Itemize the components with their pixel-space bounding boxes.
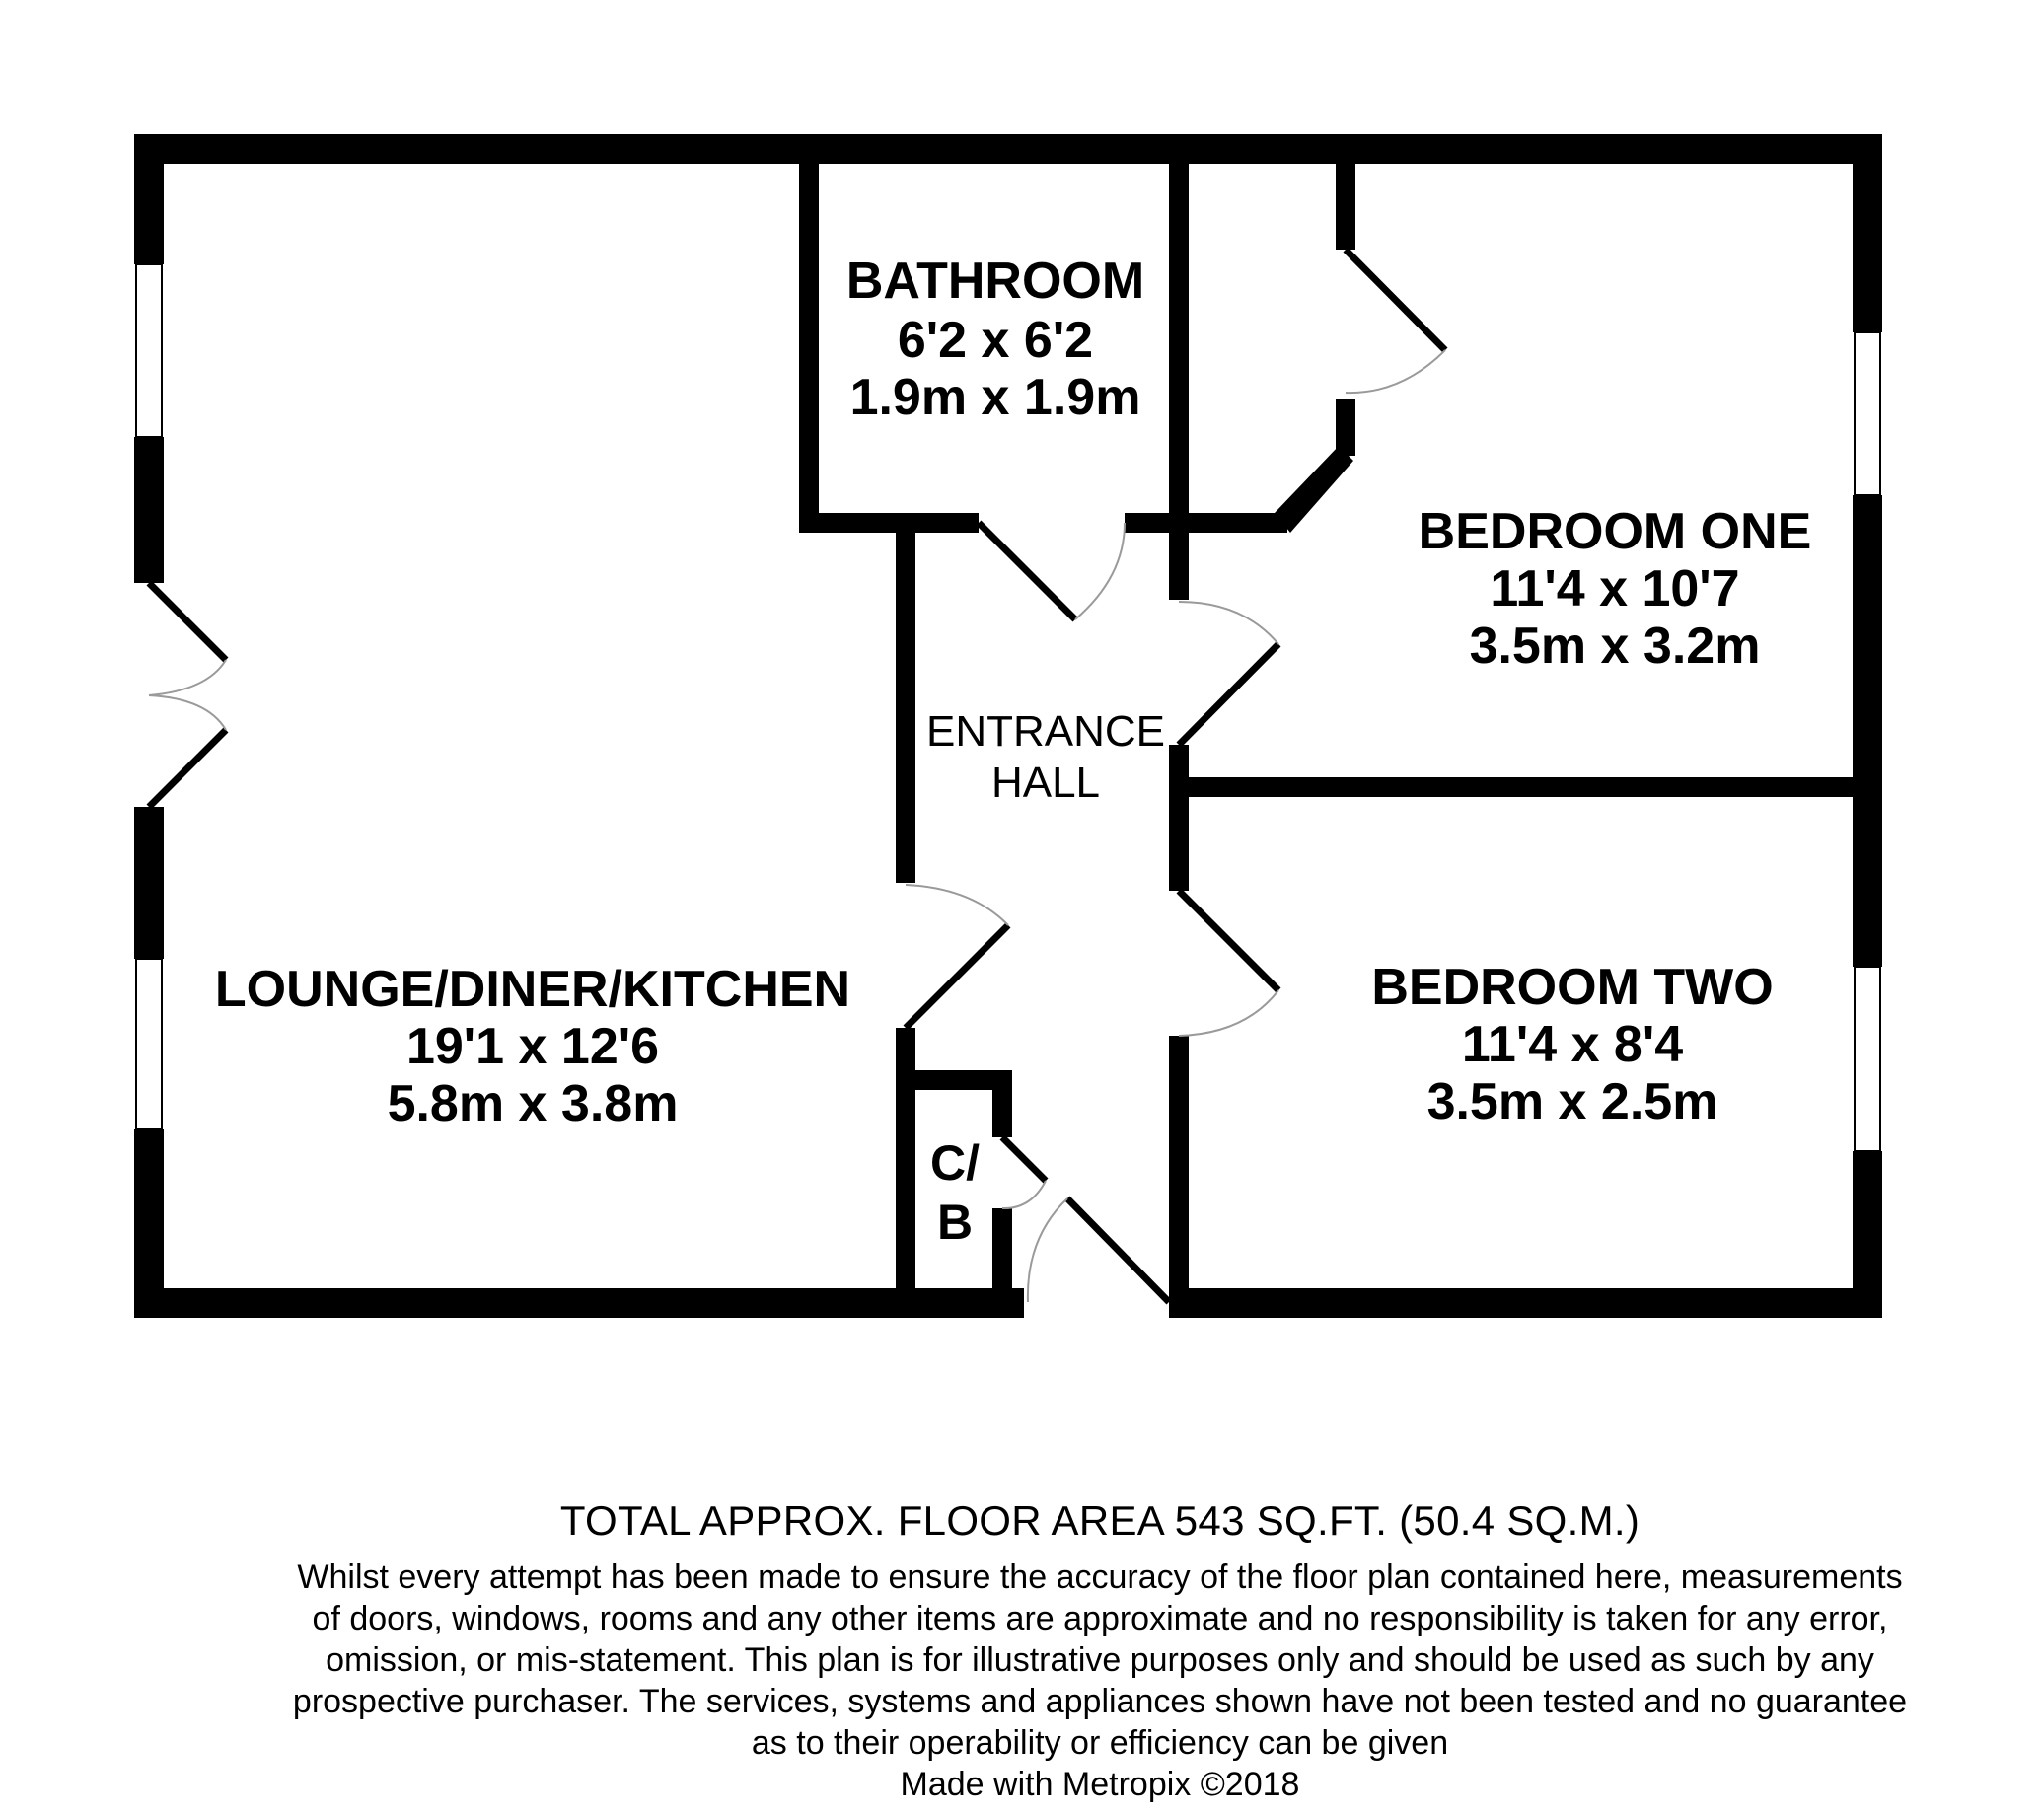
door-swing-bedroom-two: [1179, 990, 1278, 1036]
room-size-metric-bedroom-one: 3.5m x 3.2m: [1469, 617, 1761, 675]
window-bedroom-one: [1855, 332, 1880, 495]
hall-label-line1: ENTRANCE: [925, 707, 1166, 756]
bedroom-one-wall-bottom-left: [1169, 513, 1287, 533]
outer-wall-right-1: [1853, 134, 1882, 332]
room-size-metric-bedroom-two: 3.5m x 2.5m: [1426, 1073, 1718, 1130]
footer: [118, 1495, 2044, 1805]
room-size-imperial-bedroom-two: 11'4 x 8'4: [1461, 1016, 1684, 1073]
room-size-metric-lounge: 5.8m x 3.8m: [387, 1075, 679, 1132]
disclaimer-line: of doors, windows, rooms and any other items are approximate and no responsibility is taken for any error,: [312, 1600, 1888, 1637]
door-leaf-bathroom: [979, 523, 1075, 619]
hall-wall-left-upper: [896, 528, 915, 883]
outer-wall-bottom-left: [134, 1288, 1024, 1318]
window-bedroom-two: [1855, 967, 1880, 1151]
bathroom-wall-bottom-left: [799, 513, 979, 533]
door-leaf-lounge-french-lower: [149, 730, 226, 807]
outer-wall-left-3: [134, 807, 164, 959]
door-leaf-lounge-french-upper: [149, 583, 226, 660]
room-labels: [215, 253, 1811, 1250]
room-label-bathroom: BATHROOM: [845, 253, 1145, 310]
bathroom-wall-left: [799, 148, 819, 533]
outer-wall-bottom-right: [1169, 1288, 1882, 1318]
disclaimer: [118, 1557, 2044, 1764]
cupboard-wall-right-upper: [992, 1070, 1012, 1137]
door-leaf-front-entrance: [1067, 1198, 1169, 1302]
bedroom-two-wall-left-lower: [1169, 1036, 1189, 1318]
door-swing-lounge-french-lower: [149, 695, 226, 730]
door-swings: [149, 350, 1445, 1302]
door-swing-bedroom-one-cupboard: [1346, 350, 1445, 393]
door-swing-bedroom-one: [1179, 602, 1278, 644]
doors: [149, 250, 1445, 1302]
door-swing-front-entrance: [1028, 1198, 1067, 1302]
disclaimer-line: omission, or mis-statement. This plan is for illustrative purposes only and should be used as such by any: [326, 1641, 1874, 1679]
window-lounge-lower: [136, 959, 162, 1129]
cupboard-wall-right-lower: [992, 1208, 1012, 1307]
total-floor-area: TOTAL APPROX. FLOOR AREA 543 SQ.FT. (50.4 SQ.M.): [559, 1497, 1641, 1544]
door-leaf-lounge: [906, 925, 1008, 1028]
outer-wall-left-1: [134, 134, 164, 264]
disclaimer-line: as to their operability or efficiency can be given: [751, 1724, 1449, 1762]
room-size-imperial-bathroom: 6'2 x 6'2: [897, 312, 1094, 369]
door-leaf-cupboard: [1002, 1137, 1046, 1181]
room-label-lounge: LOUNGE/DINER/KITCHEN: [214, 961, 851, 1018]
hall-wall-left-lower: [896, 1028, 915, 1310]
door-leaf-bedroom-two: [1179, 891, 1278, 990]
cupboard-label-line2: B: [936, 1195, 974, 1250]
room-size-imperial-bedroom-one: 11'4 x 10'7: [1490, 560, 1740, 617]
disclaimer-line: Whilst every attempt has been made to ensure the accuracy of the floor plan contained here, measurements: [297, 1559, 1903, 1596]
hall-label-line2: HALL: [990, 759, 1101, 807]
door-swing-bathroom: [1075, 523, 1125, 619]
outer-wall-left-2: [134, 437, 164, 583]
outer-wall-right-2: [1853, 495, 1882, 967]
room-label-bedroom-two: BEDROOM TWO: [1371, 959, 1774, 1016]
bedroom-one-angled-wall: [1275, 446, 1353, 533]
outer-wall-right-3: [1853, 1151, 1882, 1318]
door-leaf-bedroom-one-cupboard: [1346, 250, 1445, 350]
door-swing-lounge-french-upper: [149, 660, 226, 695]
bedroom-two-wall-left-upper: [1169, 789, 1189, 891]
bedroom-one-cupboard-wall-upper: [1336, 148, 1355, 250]
bedrooms-divider-wall: [1169, 777, 1860, 797]
door-leaf-bedroom-one: [1179, 644, 1278, 745]
room-label-bedroom-one: BEDROOM ONE: [1418, 503, 1812, 560]
outer-wall-top: [134, 134, 1882, 164]
disclaimer-line: prospective purchaser. The services, systems and appliances shown have not been tested and no guarantee: [292, 1683, 1908, 1720]
bedroom-one-cupboard-wall-lower: [1336, 399, 1355, 456]
credit-line: Made with Metropix ©2018: [900, 1766, 1300, 1803]
door-swing-cupboard: [1002, 1181, 1046, 1208]
window-lounge-upper: [136, 264, 162, 437]
cupboard-label-line1: C/: [930, 1135, 980, 1191]
room-size-imperial-lounge: 19'1 x 12'6: [405, 1018, 660, 1075]
door-swing-lounge: [906, 885, 1008, 925]
room-size-metric-bathroom: 1.9m x 1.9m: [849, 369, 1141, 426]
